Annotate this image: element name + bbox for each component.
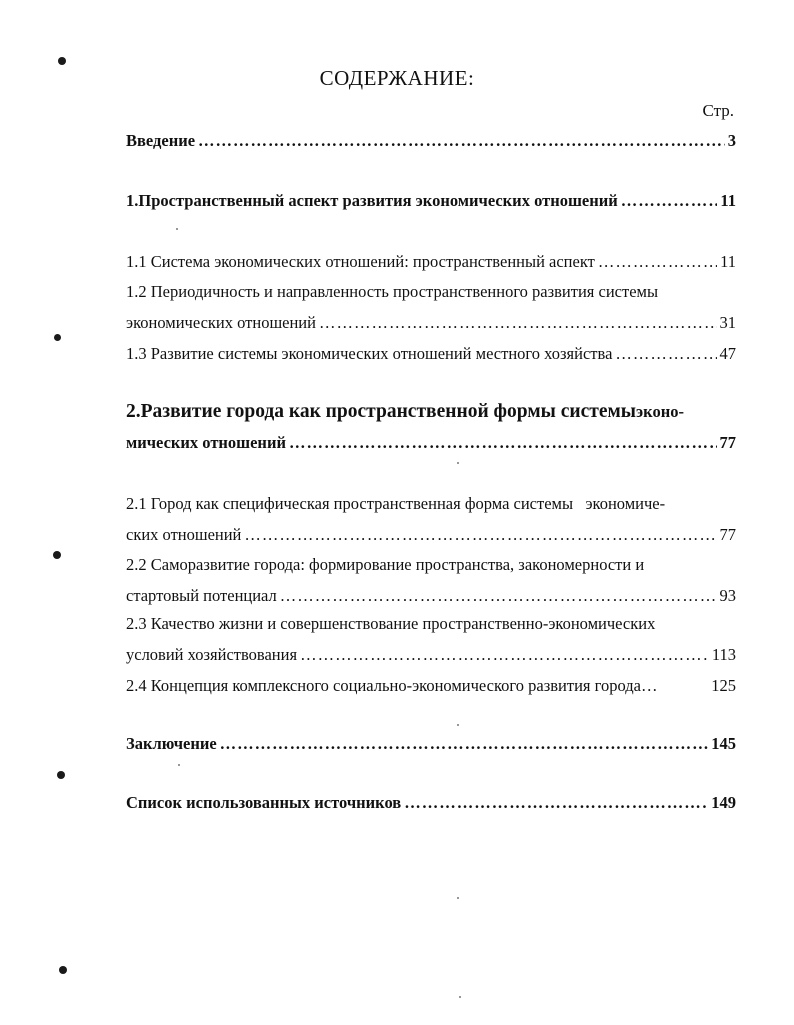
toc-entry-label: ских отношений [126,525,242,544]
toc-entry-label-line1: 2.Развитие города как пространственной формы системы [126,401,637,422]
scan-speck [457,897,459,899]
toc-entry-label: стартовый потенциал [126,586,277,605]
leader-dots [404,787,708,818]
leader-dots [244,519,716,550]
leader-dots [198,125,725,156]
toc-page-number: 145 [711,734,736,753]
leader-dots [621,185,718,216]
toc-entry-label: Заключение [126,734,217,753]
toc-section-2-1[interactable] [126,488,736,550]
toc-entry-label: экономических отношений [126,313,316,332]
toc-page-number: 3 [727,131,736,150]
toc-entry-label-line1: 1.2 Периодичность и направленность пространственного развития системы [126,282,659,301]
toc-entry-label: 1.3 Развитие системы экономических отношений местного хозяйства [126,344,613,363]
toc-page-number: 11 [720,252,736,271]
toc-page-number: 77 [719,525,736,544]
binding-hole-mark [54,334,61,341]
toc-chapter-1[interactable] [126,185,736,216]
toc-section-1-1[interactable] [126,246,736,277]
leader-dots [615,338,716,369]
scan-speck [459,996,461,998]
page-title: СОДЕРЖАНИЕ: [319,66,475,90]
toc-page-number: 47 [719,344,736,363]
toc-page-number: 113 [711,645,736,664]
toc-page-number: 11 [720,191,736,210]
toc-entry-label-line1: 2.2 Саморазвитие города: формирование пространства, закономерности и [126,555,645,574]
page-column-label: Стр. [702,101,734,120]
leader-dots [220,728,709,759]
binding-hole-mark [57,771,65,779]
toc-chapter-2[interactable] [126,396,736,458]
toc-section-2-2[interactable] [126,549,736,611]
binding-hole-mark [58,57,66,65]
leader-dots [598,246,717,277]
toc-entry-label: Список использованных источников [126,793,402,812]
toc-page-number: 93 [719,586,736,605]
toc-entry-label: 1.Пространственный аспект развития экономических отношений [126,191,618,210]
leader-dots [300,639,709,670]
toc-page-number: 149 [711,793,736,812]
toc-section-2-4[interactable] [126,670,736,701]
scan-speck [176,228,178,230]
toc-section-1-3[interactable] [126,338,736,369]
toc-entry-label-line1: 2.1 Город как специфическая пространственная форма системы экономиче- [126,494,666,513]
binding-hole-mark [59,966,67,974]
leader-dots [289,427,717,458]
toc-page-number: 31 [719,313,736,332]
toc-entry-label: Введение [126,131,196,150]
toc-entry-intro[interactable] [126,125,736,156]
scan-speck [457,462,459,464]
toc-section-1-2[interactable] [126,276,736,338]
leader-dots [280,580,717,611]
scan-speck [178,764,180,766]
toc-page-number: 77 [719,433,736,452]
binding-hole-mark [53,551,61,559]
toc-entry-label-line1-tail: эконо- [636,402,684,421]
toc-entry-label: мических отношений [126,433,286,452]
toc-entry-label: 2.4 Концепция комплексного социально-экономического развития города… [126,676,658,695]
toc-entry-references[interactable] [126,787,736,818]
toc-entry-label: 1.1 Система экономических отношений: пространственный аспект [126,252,595,271]
toc-entry-label: условий хозяйствования [126,645,298,664]
toc-section-2-3[interactable] [126,608,736,670]
scan-speck [457,724,459,726]
toc-entry-label-line1: 2.3 Качество жизни и совершенствование пространственно-экономических [126,614,656,633]
toc-page-number: 125 [711,676,736,695]
leader-dots [319,307,717,338]
toc-entry-conclusion[interactable] [126,728,736,759]
